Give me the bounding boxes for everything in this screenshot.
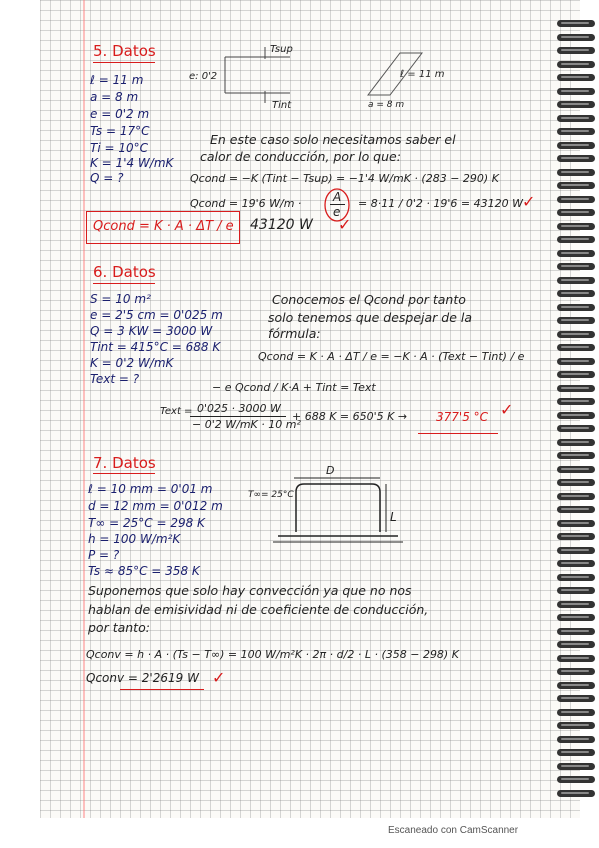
p6-given-6: Text = ? [90, 372, 140, 386]
p7-tinf-label: T∞= 25°C [248, 490, 294, 500]
binding-ring [557, 790, 595, 797]
binding-ring [557, 358, 595, 365]
binding-ring [557, 115, 595, 122]
binding-ring [557, 169, 595, 176]
binding-ring [557, 520, 595, 527]
p7-given-2: d = 12 mm = 0'012 m [88, 499, 223, 513]
p5-text-line-1: En este caso solo necesitamos saber el [210, 132, 456, 147]
binding-ring [557, 493, 595, 500]
p7-equation-2: Qconv = 2'2619 W [86, 671, 199, 685]
binding-ring [557, 722, 595, 729]
binding-ring [557, 547, 595, 554]
p7-text-line-1: Suponemos que solo hay convección ya que no nos [88, 583, 412, 598]
binding-ring [557, 61, 595, 68]
p5-boxed-formula [86, 211, 240, 244]
p6-result-underline [418, 433, 498, 434]
p7-diameter-label: D [326, 464, 335, 477]
binding-ring [557, 560, 595, 567]
binding-ring [557, 196, 595, 203]
binding-ring [557, 236, 595, 243]
binding-ring [557, 412, 595, 419]
p6-text-line-2: solo tenemos que despejar de la [268, 310, 473, 325]
p7-text-line-3: por tanto: [88, 620, 150, 635]
p5-given-4: Ts = 17°C [90, 124, 150, 138]
p5-given-1: ℓ = 11 m [90, 73, 144, 87]
binding-ring [557, 479, 595, 486]
binding-ring [557, 304, 595, 311]
binding-ring [557, 709, 595, 716]
binding-ring [557, 466, 595, 473]
p5-width-label: a = 8 m [368, 100, 405, 110]
p7-text-line-2: hablan de emisividad ni de coeficiente de conducción, [88, 602, 429, 617]
p6-eq3-fraction-bar [190, 416, 286, 417]
binding-ring [557, 34, 595, 41]
p6-text-line-1: Conocemos el Qcond por tanto [272, 292, 466, 307]
binding-ring [557, 736, 595, 743]
p7-title-underline [93, 473, 155, 474]
p5-tsup-label: Tsup [270, 44, 293, 55]
p5-check-mark-1: ✓ [522, 192, 536, 211]
p6-title: 6. Datos [93, 263, 156, 281]
p5-equation-2: Qcond = 19'6 W/m · [190, 197, 302, 210]
p5-formula: Qcond = K · A · ΔT / e [93, 219, 234, 234]
p6-given-2: e = 2'5 cm = 0'025 m [90, 308, 223, 322]
p6-title-underline [93, 283, 155, 284]
p5-text-line-2: calor de conducción, por lo que: [200, 149, 401, 164]
p7-equation-1: Qconv = h · A · (Ts − T∞) = 100 W/m²K · 2π · d/2 · L · (358 − 298) K [86, 648, 459, 661]
binding-ring [557, 655, 595, 662]
p6-text-line-3: fórmula: [268, 326, 321, 341]
p6-equation-2: − e Qcond / K·A + Tint = Text [212, 381, 376, 394]
p5-given-6: K = 1'4 W/mK [90, 156, 174, 170]
binding-ring [557, 209, 595, 216]
p5-frac-a: A [333, 190, 342, 204]
binding-ring [557, 601, 595, 608]
p7-given-1: ℓ = 10 mm = 0'01 m [88, 482, 213, 496]
p5-given-2: a = 8 m [90, 90, 139, 104]
p6-check-mark: ✓ [500, 400, 514, 419]
p7-length-label: L [390, 510, 397, 524]
binding-ring [557, 277, 595, 284]
binding-ring [557, 344, 595, 351]
binding-ring [557, 682, 595, 689]
binding-ring [557, 317, 595, 324]
binding-ring [557, 182, 595, 189]
p5-length-label: ℓ = 11 m [400, 69, 445, 80]
p7-given-5: P = ? [88, 548, 120, 562]
binding-ring [557, 763, 595, 770]
binding-ring [557, 425, 595, 432]
binding-ring [557, 749, 595, 756]
p5-given-5: Ti = 10°C [90, 141, 148, 155]
binding-ring [557, 88, 595, 95]
p5-equation-1: Qcond = −K (Tint − Tsup) = −1'4 W/mK · (283 − 290) K [190, 172, 499, 185]
p7-check-mark: ✓ [212, 668, 226, 687]
binding-ring [557, 385, 595, 392]
binding-ring [557, 398, 595, 405]
binding-ring [557, 371, 595, 378]
p6-text-label: Text = [160, 406, 193, 417]
p5-e-label: e: 0'2 [189, 71, 218, 82]
binding-ring [557, 695, 595, 702]
p5-equation-2-rest: = 8·11 / 0'2 · 19'6 = 43120 W [358, 197, 524, 210]
binding-ring [557, 142, 595, 149]
binding-ring [557, 47, 595, 54]
p6-given-4: Tint = 415°C = 688 K [90, 340, 221, 354]
binding-ring [557, 155, 595, 162]
binding-ring [557, 263, 595, 270]
p5-title: 5. Datos [93, 42, 156, 60]
p5-given-3: e = 0'2 m [90, 107, 150, 121]
binding-ring [557, 20, 595, 27]
scanner-watermark: Escaneado con CamScanner [388, 825, 519, 836]
p7-given-4: h = 100 W/m²K [88, 532, 181, 546]
binding-ring [557, 331, 595, 338]
p7-given-6: Ts ≈ 85°C = 358 K [88, 564, 200, 578]
p7-given-3: T∞ = 25°C = 298 K [88, 516, 205, 530]
p6-eq3-rest: + 688 K = 650'5 K → [292, 410, 408, 423]
binding-ring [557, 574, 595, 581]
p5-tint-label: Tint [272, 100, 292, 111]
binding-ring [557, 668, 595, 675]
p5-check-mark-2: ✓ [338, 215, 352, 234]
binding-ring [557, 641, 595, 648]
margin-line [83, 0, 85, 818]
binding-ring [557, 506, 595, 513]
binding-ring [557, 776, 595, 783]
p5-result: 43120 W [250, 217, 313, 233]
grid-paper-sheet [40, 0, 580, 818]
binding-ring [557, 439, 595, 446]
p5-given-7: Q = ? [90, 171, 124, 185]
binding-ring [557, 290, 595, 297]
binding-ring [557, 614, 595, 621]
binding-ring [557, 101, 595, 108]
p6-eq3-denominator: − 0'2 W/mK · 10 m² [192, 418, 301, 431]
binding-ring [557, 533, 595, 540]
p7-result-underline [120, 689, 204, 690]
binding-ring [557, 128, 595, 135]
binding-ring [557, 74, 595, 81]
binding-ring [557, 250, 595, 257]
spiral-binding [557, 20, 599, 820]
p6-given-5: K = 0'2 W/mK [90, 356, 174, 370]
binding-ring [557, 628, 595, 635]
binding-ring [557, 223, 595, 230]
p6-eq3-numerator: 0'025 · 3000 W [197, 402, 281, 415]
p6-result: 377'5 °C [436, 410, 489, 424]
binding-ring [557, 452, 595, 459]
p6-equation-1: Qcond = K · A · ΔT / e = −K · A · (Text − Tint) / e [258, 350, 525, 363]
p5-title-underline [93, 62, 155, 63]
p6-given-1: S = 10 m² [90, 292, 151, 306]
p7-title: 7. Datos [93, 454, 156, 472]
p6-given-3: Q = 3 KW = 3000 W [90, 324, 213, 338]
p5-frac-e: e [333, 205, 341, 219]
binding-ring [557, 587, 595, 594]
